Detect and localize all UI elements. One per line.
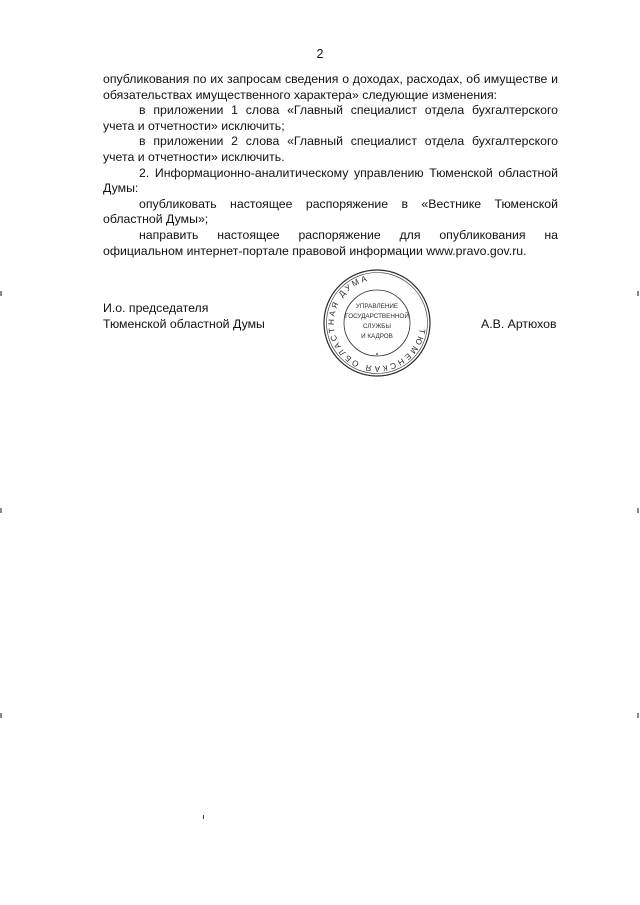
- paragraph: в приложении 1 слова «Главный специалист отдела бухгалтерского учета и отчетности» исключить;: [103, 103, 558, 133]
- seal-center-line: ГОСУДАРСТВЕННОЙ: [345, 313, 409, 320]
- seal-center-line: СЛУЖБЫ: [363, 323, 391, 330]
- signer-name: А.В. Артюхов: [481, 317, 557, 331]
- scan-edge-mark: [0, 713, 2, 718]
- scan-speck: [203, 815, 204, 819]
- paragraph: направить настоящее распоряжение для опубликования на официальном интернет-портале правовой информации www.pravo.gov.ru.: [103, 227, 558, 258]
- scan-edge-mark: [0, 508, 2, 513]
- scan-edge-mark: [637, 713, 639, 718]
- signer-position: [103, 301, 265, 332]
- scan-edge-mark: [637, 508, 639, 513]
- page-number: 2: [316, 47, 324, 61]
- scan-edge-mark: [637, 291, 639, 296]
- paragraph: 2. Информационно-аналитическому управлению Тюменской областной Думы:: [103, 165, 558, 196]
- seal-ring-text: ТЮМЕНСКАЯ ОБЛАСТНАЯ ДУМА: [326, 273, 427, 374]
- official-seal: [322, 268, 432, 378]
- seal-center-line: И КАДРОВ: [361, 333, 393, 340]
- seal-center-line: УПРАВЛЕНИЕ: [355, 303, 399, 310]
- document-body: [103, 72, 558, 259]
- signer-position-line: И.о. председателя: [103, 301, 209, 315]
- seal-dot: [376, 353, 378, 355]
- paragraph: в приложении 2 слова «Главный специалист отдела бухгалтерского учета и отчетности» исключить.: [103, 134, 558, 164]
- paragraph: опубликования по их запросам сведения о доходах, расходах, об имуществе и обязательствах имущественного характера» следующие изменения:: [103, 72, 558, 102]
- paragraph: опубликовать настоящее распоряжение в «Вестнике Тюменской областной Думы»;: [103, 196, 558, 227]
- signer-position-line: Тюменской областной Думы: [103, 316, 265, 331]
- scan-edge-mark: [0, 291, 2, 296]
